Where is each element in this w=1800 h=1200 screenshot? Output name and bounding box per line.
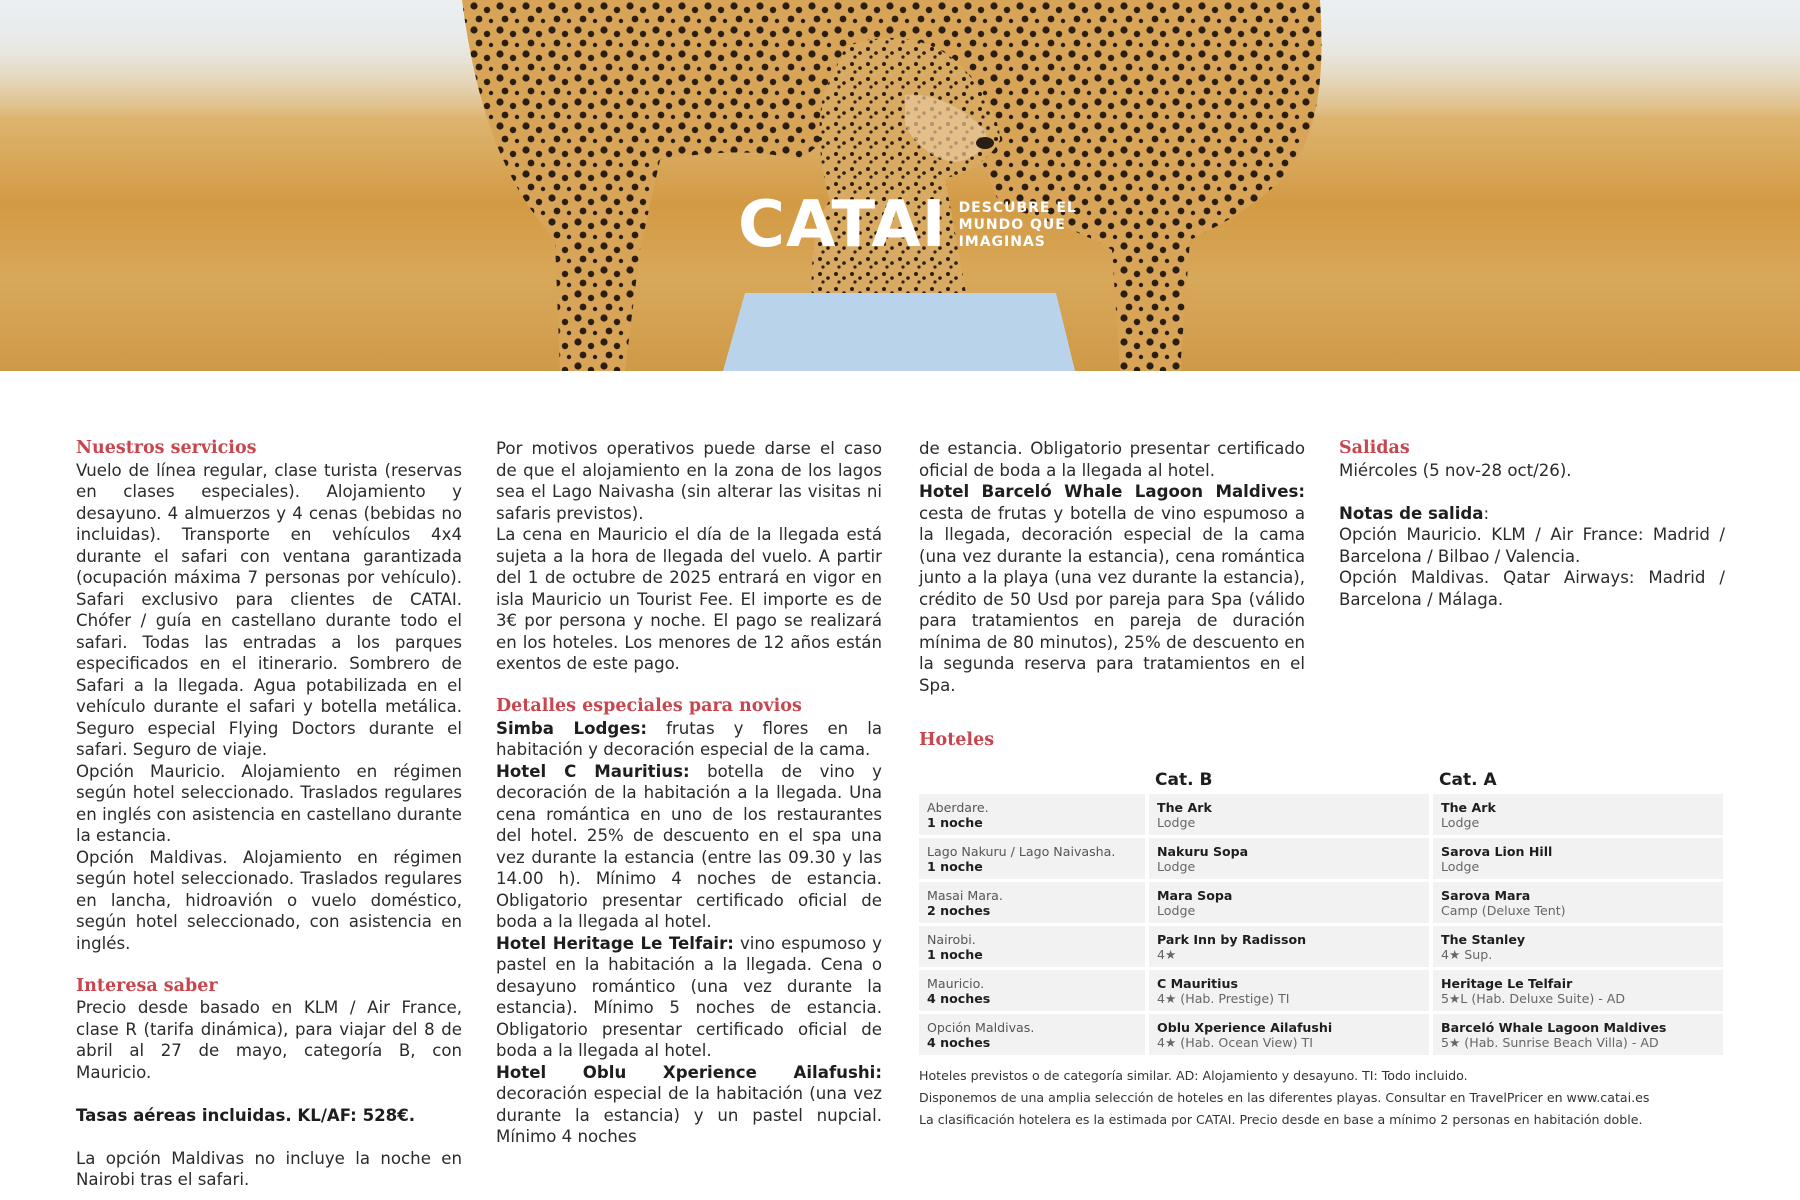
nights-count: 4 noches xyxy=(927,1035,991,1050)
column-salidas xyxy=(1339,438,1725,610)
cell-cat-a xyxy=(1433,838,1723,879)
cmauritius-paragraph xyxy=(496,761,882,933)
hotel-type: 4★ (Hab. Prestige) TI xyxy=(1157,991,1290,1006)
catai-logo xyxy=(738,188,1089,262)
heading-interesa: Interesa saber xyxy=(76,975,218,996)
cell-cat-b xyxy=(1149,838,1429,879)
hotel-name: Mara Sopa xyxy=(1157,888,1233,903)
opcion-maldivas-text: Opción Maldivas. Alojamiento en régimen según hotel seleccionado. Traslados regulares en lancha, hidroavión o vuelo doméstico, según hotel seleccionado, con asistencia en inglés. xyxy=(76,847,462,953)
table-row xyxy=(919,1014,1727,1055)
cell-destination xyxy=(919,970,1145,1011)
heading-servicios: Nuestros servicios xyxy=(76,438,257,458)
note-line: Hoteles previstos o de categoría similar. AD: Alojamiento y desayuno. TI: Todo incluido. xyxy=(919,1068,1468,1083)
destination-name: Mauricio. xyxy=(927,976,985,991)
notas-mauricio-text: Opción Mauricio. KLM / Air France: Madrid / Barcelona / Bilbao / Valencia. xyxy=(1339,525,1725,566)
oblu-text: decoración especial de la habitación (una vez durante la estancia) y un pastel nupcial. Mínimo 4 noches xyxy=(496,1084,882,1146)
table-header xyxy=(919,768,1727,794)
hotel-type: Lodge xyxy=(1441,859,1480,874)
hotel-type: Lodge xyxy=(1157,815,1196,830)
header-cat-a: Cat. A xyxy=(1439,770,1497,790)
cell-cat-a xyxy=(1433,926,1723,967)
heading-hoteles: Hoteles xyxy=(919,730,995,750)
heading-notas-salida: Notas de salida xyxy=(1339,503,1484,523)
motivos-text: Por motivos operativos puede darse el caso de que el alojamiento en la zona de los lagos sea el Lago Naivasha (sin alterar las visitas ni safaris previstos). xyxy=(496,439,882,523)
destination-name: Nairobi. xyxy=(927,932,976,947)
hotel-name: Oblu Xperience Ailafushi xyxy=(1157,1020,1333,1035)
hotel-type: 5★ (Hab. Sunrise Beach Villa) - AD xyxy=(1441,1035,1659,1050)
cell-cat-a xyxy=(1433,1014,1723,1055)
telfair-paragraph xyxy=(496,933,882,1062)
cell-destination xyxy=(919,926,1145,967)
hotel-type: Camp (Deluxe Tent) xyxy=(1441,903,1566,918)
hotel-notes xyxy=(919,1065,1649,1131)
header-cat-b: Cat. B xyxy=(1155,770,1213,790)
servicios-text: Vuelo de línea regular, clase turista (reservas en clases especiales). Alojamiento y desayuno. 4 almuerzos y 4 cenas (bebidas no incluidas). Transporte en vehículos 4x4 durante el safari con ventana garantizada (ocupación máxima 7 personas por vehículo). Safari exclusivo para clientes de CATAI. Chófer / guía en castellano durante todo el safari. Todas las entradas a los parques especificados en el itinerario. Sombrero de Safari a la llegada. Agua potabilizada en el vehículo durante el safari y botella metálica. Seguro especial Flying Doctors durante el safari. Seguro de viaje. xyxy=(76,460,462,759)
cell-cat-b xyxy=(1149,1014,1429,1055)
cell-destination xyxy=(919,794,1145,835)
nights-count: 1 noche xyxy=(927,947,983,962)
precio-text: Precio desde basado en KLM / Air France, clase R (tarifa dinámica), para viajar del 8 de abril al 27 de mayo, categoría B, con Mauricio. xyxy=(76,998,462,1082)
maldivas-noche-text: La opción Maldivas no incluye la noche en Nairobi tras el safari. xyxy=(76,1148,462,1189)
note-line: Disponemos de una amplia selección de hoteles en las diferentes playas. Consultar en TravelPricer en www.catai.es xyxy=(919,1090,1650,1105)
hotel-type: Lodge xyxy=(1157,903,1196,918)
hotel-name: Park Inn by Radisson xyxy=(1157,932,1307,947)
cell-cat-b xyxy=(1149,794,1429,835)
cena-text: La cena en Mauricio el día de la llegada está sujeta a la hora de llegada del vuelo. A partir del 1 de octubre de 2025 entrará en vigor en isla Mauricio un Tourist Fee. El importe es de 3€ por persona y noche. El pago se realizará en los hoteles. Los menores de 12 años están exentos de este pago. xyxy=(496,525,882,673)
barcelo-label: Hotel Barceló Whale Lagoon Maldives: xyxy=(919,482,1305,501)
logo-tagline: DESCUBRE EL MUNDO QUE IMAGINAS xyxy=(958,199,1077,250)
cell-cat-b xyxy=(1149,926,1429,967)
nights-count: 4 noches xyxy=(927,991,991,1006)
nights-count: 2 noches xyxy=(927,903,991,918)
telfair-text: vino espumoso y pastel en la habitación a la llegada. Cena o desayuno romántico (una vez durante la estancia). Mínimo 5 noches de estancia. Obligatorio presentar certificado oficial de boda a la llegada al hotel. xyxy=(496,933,882,1060)
oblu-label: Hotel Oblu Xperience Ailafushi: xyxy=(496,1062,882,1082)
opcion-mauricio-text: Opción Mauricio. Alojamiento en régimen según hotel seleccionado. Traslados regulares en inglés con asistencia en castellano durante la estancia. xyxy=(76,761,462,845)
nights-count: 1 noche xyxy=(927,815,983,830)
destination-name: Opción Maldivas. xyxy=(927,1020,1035,1035)
cell-destination xyxy=(919,1014,1145,1055)
column-notes xyxy=(496,438,882,1148)
heading-novios: Detalles especiales para novios xyxy=(496,696,802,716)
heading-salidas: Salidas xyxy=(1339,438,1410,458)
note-line: La clasificación hotelera es la estimada por CATAI. Precio desde en base a mínimo 2 personas en habitación doble. xyxy=(919,1112,1643,1127)
hero-image xyxy=(0,0,1800,371)
cell-cat-a xyxy=(1433,970,1723,1011)
hotels-table xyxy=(919,768,1727,1058)
hotel-type: 4★ Sup. xyxy=(1441,947,1493,962)
oblu-paragraph xyxy=(496,1062,882,1148)
hotel-name: The Ark xyxy=(1441,800,1496,815)
destination-name: Aberdare. xyxy=(927,800,989,815)
hotel-type: Lodge xyxy=(1157,859,1196,874)
nights-count: 1 noche xyxy=(927,859,983,874)
cell-destination xyxy=(919,882,1145,923)
cell-cat-b xyxy=(1149,970,1429,1011)
hotel-name: The Stanley xyxy=(1441,932,1526,947)
table-row xyxy=(919,882,1727,923)
hotel-name: Sarova Lion Hill xyxy=(1441,844,1553,859)
telfair-label: Hotel Heritage Le Telfair: xyxy=(496,933,734,953)
column-novios-cont xyxy=(919,438,1305,696)
hotel-type: Lodge xyxy=(1441,815,1480,830)
table-row xyxy=(919,970,1727,1011)
cell-destination xyxy=(919,838,1145,879)
cell-cat-a xyxy=(1433,882,1723,923)
hotel-type: 4★ xyxy=(1157,947,1177,962)
simba-label: Simba Lodges: xyxy=(496,718,648,738)
destination-name: Masai Mara. xyxy=(927,888,1003,903)
barcelo-text: cesta de frutas y botella de vino espumoso a la llegada, decoración especial de la cama (una vez durante la estancia), cena romántica junto a la playa (una vez durante la estancia), crédito de 50 Usd por pareja para Spa (válido para tratamientos en pareja de duración mínima de 80 minutos), 25% de descuento en la segunda reserva para tratamientos en el Spa. xyxy=(919,503,1305,695)
simba-text: frutas y flores en la habitación y decoración especial de la cama. xyxy=(496,718,882,759)
table-row xyxy=(919,838,1727,879)
hotel-name: The Ark xyxy=(1157,800,1212,815)
barcelo-paragraph xyxy=(919,481,1305,696)
cmauritius-label: Hotel C Mauritius: xyxy=(496,761,690,781)
simba-paragraph xyxy=(496,718,882,761)
blue-plate xyxy=(723,293,1075,371)
cmauritius-text: botella de vino y decoración de la habitación a la llegada. Una cena romántica en uno de los restaurantes del hotel. 25% de descuento en el spa una vez durante la estancia (entre las 09.30 y las 14.00 h). Mínimo 4 noches de estancia. Obligatorio presentar certificado oficial de boda a la llegada al hotel. xyxy=(496,761,882,931)
tasas-text: Tasas aéreas incluidas. KL/AF: 528€. xyxy=(76,1105,416,1125)
hotel-name: C Mauritius xyxy=(1157,976,1238,991)
table-row xyxy=(919,926,1727,967)
notas-maldivas-text: Opción Maldivas. Qatar Airways: Madrid / Barcelona / Málaga. xyxy=(1339,568,1725,609)
hotel-name: Nakuru Sopa xyxy=(1157,844,1249,859)
cell-cat-b xyxy=(1149,882,1429,923)
column-services xyxy=(76,438,462,1191)
notas-colon: : xyxy=(1483,503,1490,523)
cell-cat-a xyxy=(1433,794,1723,835)
destination-name: Lago Nakuru / Lago Naivasha. xyxy=(927,844,1116,859)
hotel-type: 4★ (Hab. Ocean View) TI xyxy=(1157,1035,1313,1050)
table-row xyxy=(919,794,1727,835)
salidas-text: Miércoles (5 nov-28 oct/26). xyxy=(1339,460,1572,480)
hotel-name: Sarova Mara xyxy=(1441,888,1531,903)
hotel-name: Heritage Le Telfair xyxy=(1441,976,1573,991)
logo-wordmark: CATAI xyxy=(738,188,947,262)
oblu-continuation: de estancia. Obligatorio presentar certificado oficial de boda a la llegada al hotel. xyxy=(919,439,1305,480)
hotel-type: 5★L (Hab. Deluxe Suite) - AD xyxy=(1441,991,1626,1006)
hotel-name: Barceló Whale Lagoon Maldives xyxy=(1441,1020,1667,1035)
